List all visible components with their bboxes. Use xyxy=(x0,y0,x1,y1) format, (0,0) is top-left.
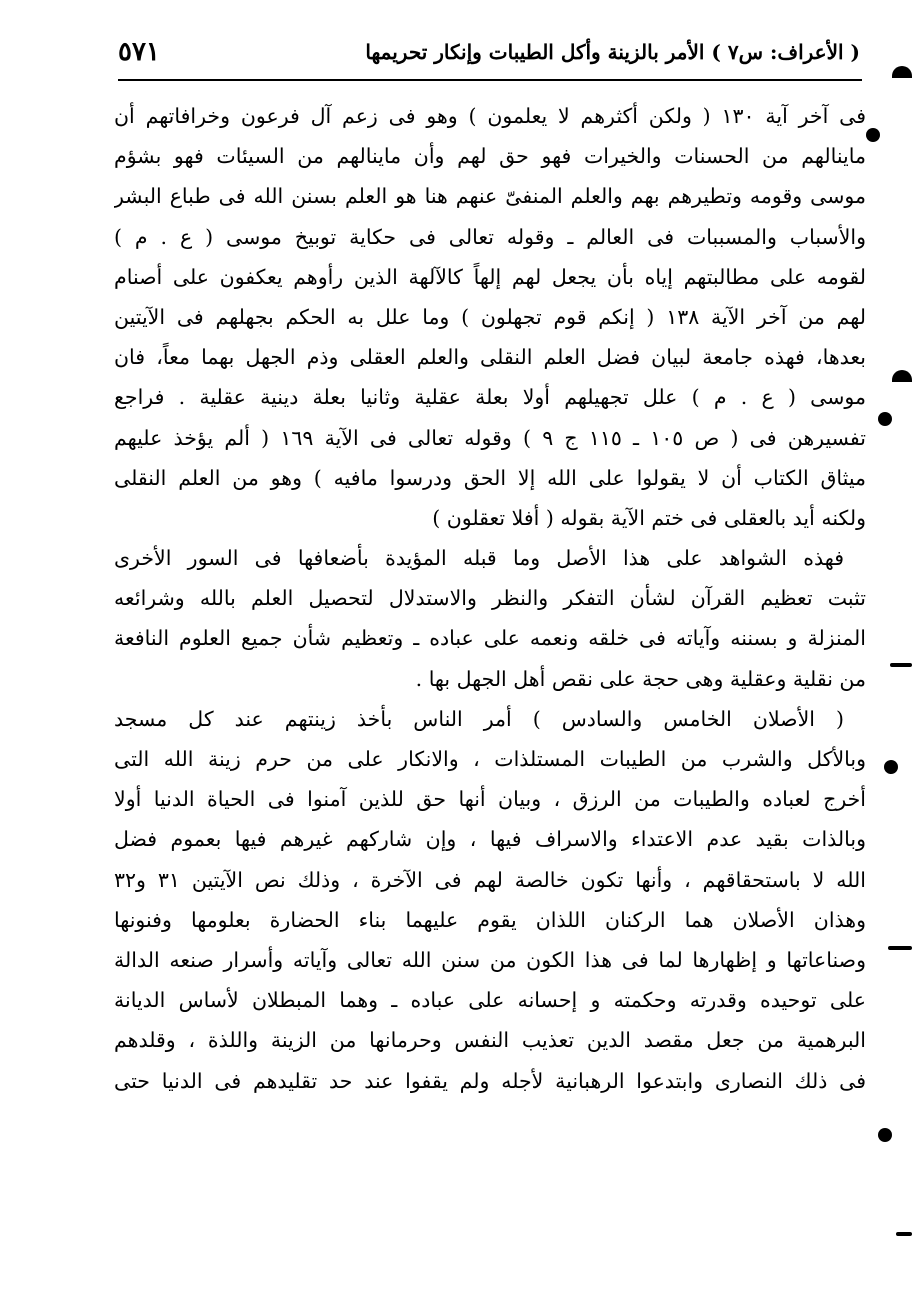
text-line: موسى وقومه وتطيرهم بهم والعلم المنفىّ عنهم هنا هو العلم بسنن الله فى طباع البشر xyxy=(114,184,866,209)
text-line: لهم من آخر الآية ١٣٨ ( إنكم قوم تجهلون ) وما علل به الحكم بجهلهم فى الآيتين xyxy=(114,304,866,329)
text-line: تثبت تعظيم القرآن لشأن التفكر والنظر والاستدلال لتحصيل العلم بالله وشرائعه xyxy=(114,586,866,611)
text-line: لقومه على مطالبتهم إياه بأن يجعل لهم إلهاً كالآلهة الذين رأوهم يعكفون على أصنام xyxy=(114,264,866,289)
text-line: بعدها، فهذه جامعة لبيان فضل العلم النقلى والعلم العقلى وذم الجهل بهما معاً، فان xyxy=(114,345,866,370)
text-line: المنزلة و بسننه وآياته فى خلقه ونعمه على عباده ـ وتعظيم شأن جميع العلوم النافعة xyxy=(114,626,866,651)
scan-artifact xyxy=(892,66,912,78)
text-line: وهذان الأصلان هما الركنان اللذان يقوم عليهما بناء الحضارة بعلومها وفنونها xyxy=(114,907,866,932)
text-line: فهذه الشواهد على هذا الأصل وما قبله المؤيدة بأضعافها فى السور الأخرى xyxy=(114,546,844,571)
scan-artifact xyxy=(888,946,912,950)
text-line: تفسيرهن فى ( ص ١٠٥ ـ ١١٥ ج ٩ ) وقوله تعالى فى الآية ١٦٩ ( ألم يؤخذ عليهم xyxy=(114,425,866,450)
text-line: وصناعاتها و إظهارها لما فى هذا الكون من سنن الله تعالى وآياته وأسرار صنعه الدالة xyxy=(114,947,866,972)
text-line: وبالأكل والشرب من الطيبات المستلذات ، والانكار على من حرم زينة الله التى xyxy=(114,747,866,771)
text-line: ماينالهم من الحسنات والخيرات فهو حق لهم وأن ماينالهم من السيئات فهو بشؤم xyxy=(114,144,866,169)
running-title: ( الأعراف: س٧ ) الأمر بالزينة وأكل الطيبات وإنكار تحريمها xyxy=(365,40,860,64)
text-line: فى ذلك النصارى وابتدعوا الرهبانية لأجله ولم يقفوا عند حد تقليدهم فى الدنيا حتى xyxy=(114,1068,866,1093)
text-line: البرهمية من جعل مقصد الدين تعذيب النفس وحرمانها من الزينة واللذة ، وقلدهم xyxy=(114,1028,866,1053)
scan-artifact xyxy=(892,370,912,382)
header-rule xyxy=(118,79,862,81)
scan-artifact xyxy=(890,663,912,667)
text-line: من نقلية وعقلية وهى حجة على نقص أهل الجهل بها . xyxy=(415,666,866,691)
page-number: ٥٧١ xyxy=(118,37,160,67)
scan-artifact xyxy=(878,1128,892,1142)
text-line: أخرج لعباده والطيبات من الرزق ، وبيان أنها حق للذين آمنوا فى الحياة الدنيا أولا xyxy=(114,787,866,812)
text-line: وبالذات بقيد عدم الاعتداء والاسراف فيها ، وإن شاركهم غيرهم فيها بعموم فضل xyxy=(114,827,866,852)
text-line: ولكنه أيد بالعقلى فى ختم الآية بقوله ( أفلا تعقلون ) xyxy=(432,505,866,530)
text-line: فى آخر آية ١٣٠ ( ولكن أكثرهم لا يعلمون ) وهو فى زعم آل فرعون وخرافاتهم أن xyxy=(114,104,866,128)
body-text xyxy=(114,96,866,1101)
text-line: ( الأصلان الخامس والسادس ) أمر الناس بأخذ زينتهم عند كل مسجد xyxy=(114,706,844,731)
text-line: موسى ( ع . م ) علل تجهيلهم أولا بعلة عقلية وثانيا بعلة دينية عقلية . فراجع xyxy=(114,385,866,410)
text-line: ميثاق الكتاب أن لا يقولوا على الله إلا الحق ودرسوا مافيه ) وهو من العلم النقلى xyxy=(114,465,866,490)
running-header xyxy=(118,30,860,74)
scan-artifact xyxy=(884,760,898,774)
scan-artifact xyxy=(896,1232,912,1236)
text-line: الله لا باستحقاقهم ، وأنها تكون خالصة لهم فى الآخرة ، وذلك نص الآيتين ٣١ و٣٢ xyxy=(114,867,866,892)
text-line: والأسباب والمسببات فى العالم ـ وقوله تعالى فى حكاية توبيخ موسى ( ع . م ) xyxy=(114,224,866,249)
scan-artifact xyxy=(866,128,880,142)
text-line: على توحيده وقدرته وحكمته و إحسانه على عباده ـ وهما المبطلان لأساس الديانة xyxy=(114,988,866,1013)
scan-artifact xyxy=(878,412,892,426)
